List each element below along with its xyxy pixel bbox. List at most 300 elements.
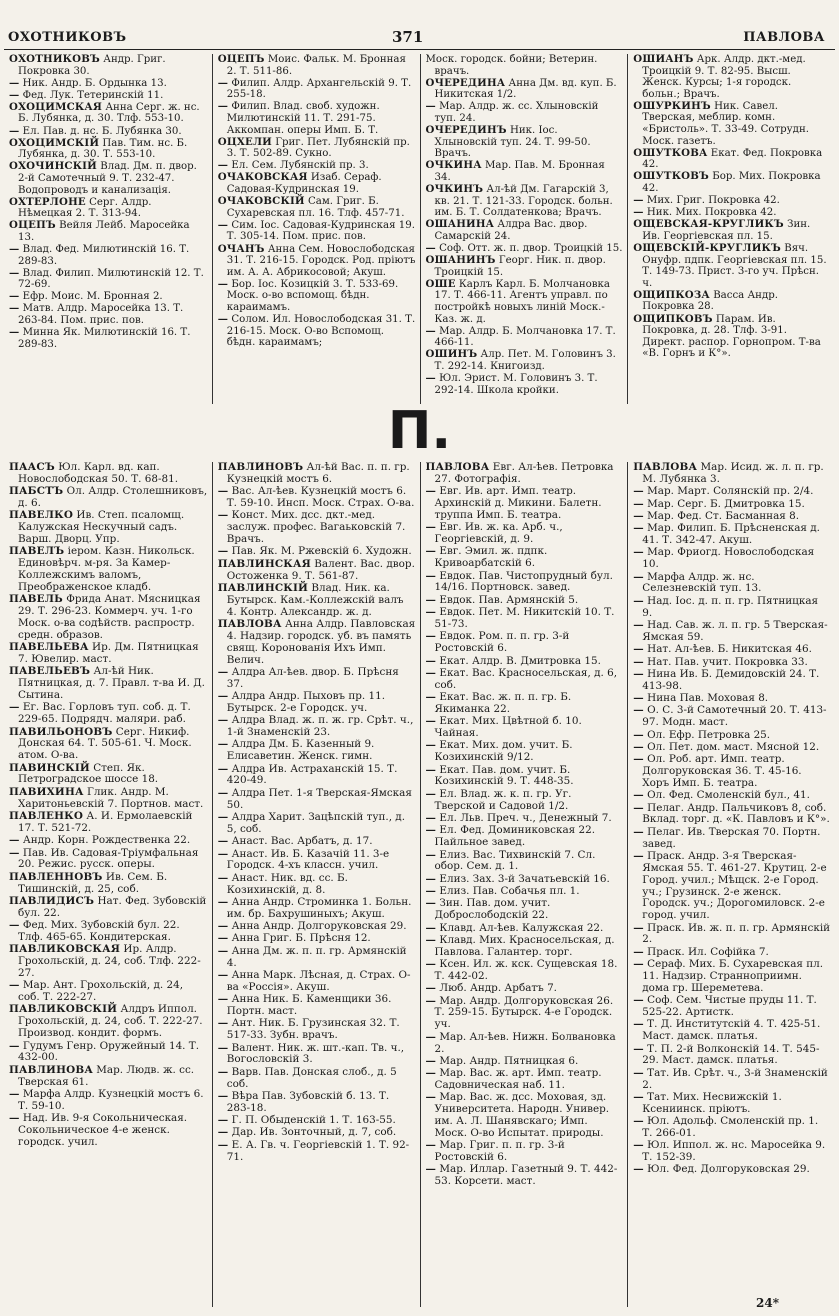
- entry-details: Ол. Ефр. Петровка 25.: [647, 728, 771, 741]
- entry-surname: —: [217, 932, 229, 945]
- entry-surname: —: [633, 485, 644, 498]
- entry-details: Влад. Филип. Милютинскій 12. Т. 72-69.: [18, 267, 204, 291]
- entry-surname: —: [633, 1139, 644, 1152]
- entry-surname: —: [9, 919, 20, 932]
- entry-details: Соф. Отт. ж. п. двор. Троицкій 15.: [439, 243, 623, 254]
- entry-details: Ел. Фед. Доминиковская 22. Пайльное завед.: [434, 824, 596, 849]
- entry-details: Пелаг. Андр. Пальчиковъ 8, соб. Вклад. торг. д. «К. Павловъ и К°».: [642, 801, 830, 826]
- entry-details: Зин. Пав. дом. учит. Доброслободскій 22.: [434, 897, 551, 922]
- directory-entry: [633, 995, 831, 1019]
- entry-details: Ал-ѣй Дм. Гагарскій 3, кв. 21. Т. 121-33. Городск. больн. им. Б. Т. Солдатенкова; Врачъ.: [434, 184, 613, 219]
- entry-surname: —: [425, 848, 437, 861]
- directory-entry: [9, 303, 208, 326]
- entry-details: Мих. Григ. Покровка 42.: [646, 195, 780, 207]
- entry-details: Мар. Вас. ж. дсс. Моховая, зд. Университета. Народн. Универ. им. А. Л. Шанявскаго; Имп. Моск. О-во Испытат. природы.: [434, 1091, 610, 1139]
- entry-details: Васса Андр. Покровка 28.: [642, 289, 779, 313]
- directory-entry: [9, 268, 208, 291]
- directory-entry: [218, 873, 416, 897]
- entry-surname: —: [425, 100, 436, 113]
- entry-surname: ПАВЛИНОВЪ: [217, 462, 304, 473]
- directory-entry: [218, 1018, 416, 1042]
- entry-surname: —: [217, 968, 229, 981]
- directory-entry: [426, 923, 624, 935]
- entry-surname: ПАВЕЛЬЕВЪ: [9, 665, 91, 678]
- entry-details: Фед. Лук. Тетеринскій 11.: [22, 89, 164, 101]
- directory-entry: [426, 1092, 624, 1139]
- directory-entry: [633, 742, 831, 754]
- entry-surname: —: [9, 302, 20, 315]
- entry-details: Мар. Филип. Б. Прѣсненская д. 41. Т. 342-47. Акуш.: [642, 522, 820, 547]
- entry-details: Анна Сем. Новослободская 31. Т. 216-15. Городск. Род. пріютъ им. А. А. Абрикосовой; Акуш.: [226, 243, 416, 278]
- entry-surname: —: [9, 1112, 20, 1125]
- directory-entry: [218, 1140, 416, 1164]
- directory-entry: [426, 1068, 624, 1092]
- entry-surname: —: [633, 740, 644, 753]
- directory-entry: [218, 715, 416, 739]
- entry-details: Мар. Алдр. Б. Молчановка 17. Т. 466-11.: [434, 325, 616, 349]
- directory-entry: [633, 101, 831, 147]
- entry-surname: —: [425, 824, 437, 837]
- entry-details: Анаст. Вас. Арбатъ, д. 17.: [231, 835, 373, 848]
- directory-entry: [218, 1115, 416, 1127]
- directory-entry: [426, 668, 624, 692]
- entry-details: Праск. Андр. 3-я Тверская-Ямская 55. Т. 461-27. Крутиц. 2-е Город. учил.; Мѣщск. 2-е Город. уч.; Грузинск. 2-е женск. Городск. уч.; Дорогомиловск. 2-е город. учил.: [642, 850, 827, 922]
- directory-entry: [426, 1032, 624, 1056]
- entry-details: Екат. Мих. дом. учит. Б. Козихинскій 9/12.: [434, 739, 573, 764]
- directory-entry: [218, 160, 416, 172]
- entry-surname: ОЩИПКОЗА: [633, 288, 710, 301]
- entry-surname: —: [425, 921, 437, 934]
- entry-details: Люб. Андр. Арбатъ 7.: [439, 982, 557, 995]
- entry-surname: ПАВЕЛКО: [9, 509, 74, 522]
- directory-entry: [218, 78, 416, 101]
- directory-entry: [9, 291, 208, 303]
- directory-entry: [426, 1140, 624, 1164]
- directory-entry: [633, 523, 831, 547]
- entry-surname: —: [633, 594, 644, 607]
- entry-details: Анна Марк. Лѣсная, д. Страх. О-ва «Россія». Акуш.: [226, 968, 411, 993]
- entry-surname: —: [633, 728, 644, 741]
- directory-entry: [9, 666, 208, 702]
- entry-details: Е. А. Гв. ч. Георгіевскій 1. Т. 92-71.: [226, 1138, 410, 1163]
- directory-entry: [633, 511, 831, 523]
- entry-details: Екат. Фед. Покровка 42.: [642, 147, 823, 171]
- directory-entry: [426, 349, 624, 372]
- page-number: 371: [392, 28, 424, 46]
- directory-entry: [9, 102, 208, 125]
- entry-details: Фед. Мих. Зубовскій бул. 22. Тлф. 465-65. Кондитерская.: [18, 919, 180, 943]
- entry-details: Анна Ник. Б. Каменщики 36. Портн. маст.: [226, 993, 392, 1017]
- directory-entry: [633, 669, 831, 693]
- directory-entry: [633, 620, 831, 644]
- entry-details: Ел. Пав. д. нс. Б. Лубянка 30.: [22, 125, 182, 137]
- directory-entry: [426, 255, 624, 278]
- directory-entry: [9, 138, 208, 161]
- directory-entry: [633, 947, 831, 959]
- directory-entry: [218, 220, 416, 243]
- entry-details: Евг. Ал-ѣев. Петровка 27. Фотографія.: [434, 462, 614, 485]
- entry-details: Евг. Ив. ж. ка. Арб. ч., Георгіевскій, д. 9.: [434, 521, 563, 546]
- directory-entry: [9, 1065, 208, 1089]
- entry-surname: —: [633, 546, 644, 559]
- entry-surname: —: [9, 326, 20, 339]
- entry-details: Парам. Ив. Покровка, д. 28. Тлф. 3-91. Директ. распор. Горнопром. Т-ва «В. Горнъ и К°».: [642, 313, 821, 360]
- signature-mark: 24*: [756, 1296, 779, 1310]
- directory-entry: [218, 933, 416, 945]
- directory-entry: [426, 219, 624, 242]
- directory-entry: [633, 54, 831, 100]
- entry-details: Ив. Сем. Б. Тишинскій, д. 25, соб.: [18, 870, 168, 895]
- entry-surname: —: [425, 763, 437, 776]
- entry-details: Пав. Тим. нс. Б. Лубянка, д. 30. Т. 553-10.: [18, 137, 188, 161]
- directory-entry: [426, 54, 624, 77]
- entry-details: Гудумъ Генр. Оружейный 14. Т. 432-00.: [18, 1039, 200, 1064]
- directory-entry: [9, 763, 208, 787]
- entry-surname: —: [633, 1090, 644, 1103]
- directory-entry: [218, 812, 416, 836]
- entry-details: Валент. Ник. ж. шт.-кап. Тв. ч., Вогословскій 3.: [226, 1041, 405, 1066]
- directory-entry: [218, 1127, 416, 1139]
- entry-details: Сим. Іос. Садовая-Кудринская 19. Т. 305-14. Пом. прис. пов.: [226, 219, 415, 243]
- entry-surname: —: [425, 1139, 437, 1152]
- directory-entry: [426, 1056, 624, 1068]
- directory-entry: [9, 1113, 208, 1149]
- entry-surname: —: [425, 787, 437, 800]
- entry-surname: —: [425, 811, 437, 824]
- entry-surname: —: [633, 643, 644, 656]
- entry-details: Анна Алдр. Павловская 4. Надзир. городск. уб. въ память свящ. Коронованія Ихъ Имп. Велич.: [226, 617, 416, 666]
- entry-details: Филип. Влад. своб. художн. Милютинскій 11. Т. 291-75. Аккомпан. оперы Имп. Б. Т.: [226, 101, 380, 136]
- entry-details: Мар. Вас. ж. арт. Имп. театр. Садовническая наб. 11.: [434, 1067, 602, 1092]
- directory-entry: [426, 160, 624, 183]
- directory-entry: [218, 667, 416, 691]
- entry-surname: ОЩИПКОВЪ: [633, 312, 713, 325]
- entry-surname: ОШУТКОВА: [633, 146, 708, 159]
- entry-details: Над. Сав. ж. л. п. гр. 5 Тверская-Ямская 59.: [642, 618, 828, 643]
- entry-details: Евдок. Пав. Армянскій 5.: [439, 593, 579, 606]
- directory-entry: [218, 897, 416, 921]
- header-rule: [4, 49, 835, 50]
- entry-details: Евдок. Ром. п. п. гр. 3-й Ростовскій 6.: [434, 630, 570, 655]
- entry-surname: —: [9, 1039, 20, 1052]
- entry-details: Андр. Корн. Рождественка 22.: [22, 834, 191, 847]
- entry-surname: —: [217, 665, 229, 678]
- entry-surname: —: [9, 846, 20, 859]
- entry-surname: —: [217, 714, 229, 727]
- directory-entry: [426, 125, 624, 160]
- entry-surname: —: [633, 194, 644, 207]
- entry-details: Валент. Вас. двор. Остоженка 9. Т. 561-87.: [226, 557, 415, 582]
- entry-surname: —: [633, 618, 644, 631]
- entry-surname: ОХОЧИНСКІЙ: [9, 160, 97, 173]
- directory-entry: [633, 1140, 831, 1164]
- entry-details: Пелаг. Ив. Тверская 70. Портн. завед.: [642, 825, 821, 850]
- entry-details: Сам. Григ. Б. Сухаревская пл. 16. Тлф. 457-71.: [226, 196, 405, 219]
- entry-details: Алдра Дм. Б. Казенный 9. Елисаветин. Женск. гимн.: [226, 738, 375, 763]
- entry-details: Ол. Фед. Смоленскій бул., 41.: [647, 789, 810, 802]
- directory-entry: [9, 1089, 208, 1113]
- entry-surname: —: [9, 243, 20, 255]
- entry-surname: —: [9, 834, 20, 847]
- entry-details: Клавд. Мих. Красносельская, д. Павлова. Галантер. торг.: [434, 933, 615, 958]
- entry-details: Г. П. Обыденскій 1. Т. 163-55.: [231, 1114, 396, 1127]
- entry-surname: ОЧЕРЕДИНЪ: [425, 124, 507, 137]
- entry-surname: —: [217, 277, 229, 290]
- entry-details: Андр. Григ. Покровка 30.: [18, 54, 166, 77]
- entry-details: Елиз. Зах. 3-й Зачатьевскій 16.: [439, 872, 610, 885]
- entry-details: Нина Пав. Моховая 8.: [647, 692, 769, 705]
- entry-details: Пав. Як. М. Ржевскій 6. Художн.: [231, 545, 412, 558]
- entry-surname: —: [425, 654, 437, 667]
- entry-details: Нина Ив. Б. Демидовскій 24. Т. 413-98.: [642, 667, 820, 692]
- entry-surname: —: [9, 979, 20, 992]
- directory-entry: [633, 827, 831, 851]
- entry-surname: —: [425, 666, 437, 679]
- entry-surname: —: [9, 290, 20, 303]
- directory-entry: [218, 137, 416, 160]
- directory-entry: [218, 836, 416, 848]
- entry-details: Бор. Іос. Козицкій 3. Т. 533-69. Моск. о-во вспомощ. бѣдн. караимамъ.: [226, 278, 399, 313]
- entry-surname: —: [217, 920, 229, 933]
- entry-details: іером. Казн. Никольск. Единовѣрч. м-ря. За Камер-Коллежскимъ валомъ, Преображенское кладб.: [18, 545, 195, 593]
- entry-surname: ПАВЛОВА: [217, 617, 282, 630]
- entry-details: Нат. Пав. учит. Покровка 33.: [647, 655, 808, 668]
- directory-entry: [633, 657, 831, 669]
- directory-entry: [9, 1004, 208, 1040]
- directory-entry: [218, 921, 416, 933]
- entry-details: Евг. Ив. арт. Имп. театр. Архинскій д. Микини. Балетн. труппа Имп. Б. театра.: [434, 485, 602, 521]
- entry-details: Ел. Сем. Лубянскій пр. 3.: [231, 160, 369, 172]
- entry-details: Изаб. Сераф. Садовая-Кудринская 19.: [226, 172, 382, 196]
- entry-details: Ир. Дм. Пятницкая 7. Ювелир. маст.: [18, 641, 199, 665]
- directory-entry: [218, 559, 416, 583]
- entry-details: Алдра Андр. Пыховъ пр. 11. Бутырск. 2-е Городск. уч.: [226, 690, 386, 714]
- entry-surname: —: [633, 945, 644, 958]
- entry-surname: ОЦЕПЪ: [9, 219, 56, 232]
- directory-entry: [218, 583, 416, 619]
- entry-surname: —: [425, 521, 437, 534]
- entry-surname: ПАВИНСКІЙ: [9, 761, 90, 774]
- entry-details: Ал-ѣй Ник. Пятницкая, д. 7. Правл. т-ва И. Д. Сытина.: [18, 665, 205, 702]
- entry-details: Юл. Адольф. Смоленскій пр. 1. Т. 266-01.: [642, 1115, 819, 1139]
- directory-entry: [218, 101, 416, 136]
- entry-details: Екат. Пав. дом. учит. Б. Козихинскій 9. Т. 448-35.: [434, 763, 574, 788]
- entry-surname: ПАБСТЪ: [9, 485, 64, 498]
- directory-entry: [218, 1067, 416, 1091]
- entry-surname: ПАВЛИНСКАЯ: [217, 557, 311, 570]
- entry-details: Арк. Алдр. дкт.-мед. Троицкій 9. Т. 82-95. Высш. Женск. Курсы; 1-я городск. больн.; Врачъ.: [642, 54, 806, 100]
- entry-surname: —: [633, 509, 644, 522]
- entry-details: Евдок. Пет. М. Никитскій 10. Т. 51-73.: [434, 606, 615, 630]
- entry-details: Мар. Март. Солянскій пр. 2/4.: [647, 485, 814, 498]
- entry-surname: ОЦХЕЛИ: [217, 135, 272, 148]
- entry-surname: —: [425, 242, 436, 254]
- entry-surname: —: [425, 569, 437, 582]
- directory-column: [420, 54, 628, 404]
- entry-surname: —: [425, 1091, 437, 1104]
- entry-surname: —: [633, 753, 644, 766]
- entry-surname: —: [217, 159, 229, 172]
- entry-surname: —: [425, 630, 437, 643]
- entry-details: Зин. Ив. Георгіевская пл. 15.: [642, 219, 811, 242]
- entry-surname: —: [633, 655, 644, 668]
- directory-entry: [426, 996, 624, 1032]
- entry-details: Тат. Ив. Срѣт. ч., 3-й Знаменскій 2.: [642, 1066, 828, 1091]
- directory-entry: [633, 1164, 831, 1176]
- section-letter: П.: [387, 401, 452, 461]
- directory-entry: [633, 171, 831, 194]
- entry-details: Влад. Дм. п. двор. 2-й Самотечный 9. Т. 232-47. Водопроводъ и канализація.: [18, 161, 197, 196]
- entry-surname: ПАВЕЛЪ: [9, 545, 65, 558]
- entry-surname: —: [425, 982, 437, 995]
- entry-surname: —: [217, 762, 229, 775]
- entry-details: Мар. Иллар. Газетный 9. Т. 442-53. Корсети. маст.: [434, 1163, 618, 1188]
- running-head-left: ОХОТНИКОВЪ: [8, 30, 127, 45]
- entry-surname: —: [217, 1114, 229, 1127]
- entry-details: Георг. Ник. п. двор. Троицкій 15.: [434, 255, 606, 278]
- directory-entry: [633, 1068, 831, 1092]
- entry-details: Вяч. Онуфр. пдпк. Георгіевская пл. 15. Т. 149-73. Прист. 3-го уч. Прѣсн. ч.: [642, 243, 827, 289]
- entry-surname: —: [425, 994, 437, 1007]
- entry-details: Ел. Влад. ж. к. п. гр. Уг. Тверской и Садовой 1/2.: [434, 787, 572, 812]
- entry-surname: ПАВЛОВА: [633, 462, 698, 473]
- entry-details: Евг. Эмил. ж. пдпк. Кривоарбатскій 6.: [434, 545, 548, 570]
- entry-surname: ОШАНИНЪ: [425, 254, 496, 267]
- entry-details: Дар. Ив. Зонточный, д. 7, соб.: [231, 1126, 397, 1139]
- entry-details: Вейля Лейб. Маросейка 13.: [18, 220, 190, 243]
- entry-details: Мар. Ал-ѣев. Нижн. Болвановка 2.: [434, 1030, 616, 1055]
- entry-surname: —: [633, 921, 644, 934]
- entry-surname: —: [633, 825, 644, 838]
- entry-details: О. С. 3-й Самотечный 20. Т. 413-97. Модн. маст.: [642, 704, 827, 729]
- entry-surname: —: [633, 692, 644, 705]
- directory-entry: [218, 486, 416, 510]
- directory-entry: [9, 702, 208, 726]
- directory-entry: [633, 572, 831, 596]
- entry-surname: ПАВЛЕНКО: [9, 809, 84, 822]
- directory-entry: [9, 980, 208, 1004]
- entry-surname: —: [425, 1163, 437, 1176]
- directory-entry: [218, 546, 416, 558]
- entry-details: Вѣра Пав. Зубовскій б. 13. Т. 283-18.: [226, 1089, 390, 1114]
- entry-surname: ПАВЛИКОВСКІЙ: [9, 1003, 118, 1016]
- entry-details: Мар. Пав. М. Бронная 34.: [434, 160, 605, 183]
- entry-surname: —: [217, 100, 229, 113]
- directory-entry: [218, 196, 416, 219]
- entry-details: Елиз. Пав. Собачья пл. 1.: [439, 885, 580, 898]
- entry-surname: —: [633, 1115, 644, 1128]
- directory-entry: [218, 849, 416, 873]
- entry-surname: ОЦЕПЪ: [217, 54, 265, 65]
- entry-details: Алдра Пет. 1-я Тверская-Ямская 50.: [226, 786, 412, 811]
- entry-surname: ОШАНИНА: [425, 218, 495, 231]
- entry-surname: —: [9, 266, 20, 279]
- directory-entry: [426, 78, 624, 101]
- directory-entry: [9, 220, 208, 243]
- directory-entry: [9, 197, 208, 220]
- directory-entry: [633, 207, 831, 219]
- entry-surname: ОЩЕВСКАЯ-КРУГЛИКЪ: [633, 218, 784, 231]
- directory-entry: [633, 754, 831, 790]
- entry-surname: ОШЕ: [425, 277, 456, 290]
- entry-surname: ПАВЛОВА: [425, 462, 490, 473]
- entry-surname: —: [425, 739, 437, 752]
- entry-surname: —: [633, 522, 644, 535]
- entry-surname: —: [217, 313, 229, 326]
- entry-surname: —: [425, 593, 437, 606]
- entry-details: Над. Іос. д. п. п. гр. Пятницкая 9.: [642, 594, 819, 619]
- directory-entry: [426, 935, 624, 959]
- directory-entry: [218, 1043, 416, 1067]
- directory-entry: [9, 642, 208, 666]
- entry-details: Фрида Анат. Мясницкая 29. Т. 296-23. Коммерч. уч. 1-го Моск. о-ва содѣйств. распростр. средн. образов.: [18, 593, 201, 641]
- entry-details: Мар. Григ. п. п. гр. 3-й Ростовскій 6.: [434, 1139, 565, 1164]
- directory-entry: [426, 631, 624, 655]
- entry-surname: —: [633, 497, 644, 510]
- entry-surname: —: [425, 606, 437, 619]
- directory-entry: [633, 462, 831, 486]
- directory-entry: [426, 789, 624, 813]
- entry-details: Марфа Алдр. Кузнецкій мостъ 6. Т. 59-10.: [18, 1087, 204, 1112]
- directory-entry: [426, 874, 624, 886]
- directory-entry: [426, 101, 624, 124]
- entry-surname: —: [217, 1041, 229, 1054]
- entry-details: Карлъ Карл. Б. Молчановка 17. Т. 466-11. Агентъ управл. по постройкѣ новыхъ линій Моск.-Каз. ж. д.: [434, 278, 610, 325]
- entry-details: Мар. Андр. Долгоруковская 26. Т. 259-15. Бутырск. 4-е Городск. уч.: [434, 994, 614, 1031]
- entry-details: Филип. Алдр. Архангельскій 9. Т. 255-18.: [226, 77, 412, 101]
- directory-entry: [633, 1044, 831, 1068]
- entry-surname: —: [425, 485, 437, 498]
- entry-surname: ПАВЛИНСКІЙ: [217, 581, 309, 594]
- entry-surname: ОХТЕРЛОНЕ: [9, 195, 86, 208]
- entry-surname: ОЧАКОВСКАЯ: [217, 171, 308, 184]
- entry-surname: —: [217, 1089, 229, 1102]
- entry-surname: ОЩЕВСКІЙ-КРУГЛИКЪ: [633, 242, 781, 254]
- directory-column: [4, 462, 212, 1307]
- directory-entry: [633, 314, 831, 360]
- entry-surname: —: [425, 1067, 437, 1080]
- entry-details: Ефр. Моис. М. Бронная 2.: [22, 291, 163, 303]
- entry-surname: ОШИНЪ: [425, 348, 478, 361]
- directory-entry: [218, 314, 416, 349]
- directory-entry: [633, 596, 831, 620]
- directory-entry: [218, 279, 416, 314]
- entry-details: Серг. Никиф. Донская 64. Т. 505-61. Ч. Моск. атом. О-ва.: [18, 725, 192, 762]
- entry-details: Праск. Ив. ж. п. п. гр. Армянскій 2.: [642, 921, 831, 946]
- entry-surname: ПАВИЛЬОНОВЪ: [9, 725, 113, 738]
- directory-entry: [426, 656, 624, 668]
- entry-surname: ОЧЕРЕДИНА: [425, 76, 506, 89]
- entry-details: Моис. Фальк. М. Бронная 2. Т. 511-86.: [226, 54, 406, 77]
- entry-surname: ПАВЕЛЬЕВА: [9, 641, 89, 654]
- entry-details: Ал-ѣй Вас. п. п. гр. Кузнецкій мостъ 6.: [226, 462, 410, 485]
- entry-surname: —: [217, 895, 229, 908]
- entry-surname: —: [217, 847, 229, 860]
- directory-entry: [9, 90, 208, 102]
- directory-column: [420, 462, 628, 1307]
- directory-entry: [9, 486, 208, 510]
- entry-details: Минна Як. Милютинскій 16. Т. 289-83.: [18, 327, 191, 350]
- entry-surname: —: [9, 76, 20, 89]
- directory-entry: [218, 510, 416, 546]
- entry-surname: —: [217, 871, 229, 884]
- entry-details: Нат. Фед. Зубовскій бул. 22.: [18, 894, 207, 919]
- entry-surname: —: [425, 897, 437, 910]
- entry-surname: —: [633, 1163, 644, 1176]
- entry-details: Клавд. Ал-ѣев. Калужская 22.: [439, 921, 604, 934]
- directory-entry: [218, 619, 416, 666]
- entry-details: Анна Дм. ж. п. п. гр. Армянскій 4.: [226, 944, 407, 969]
